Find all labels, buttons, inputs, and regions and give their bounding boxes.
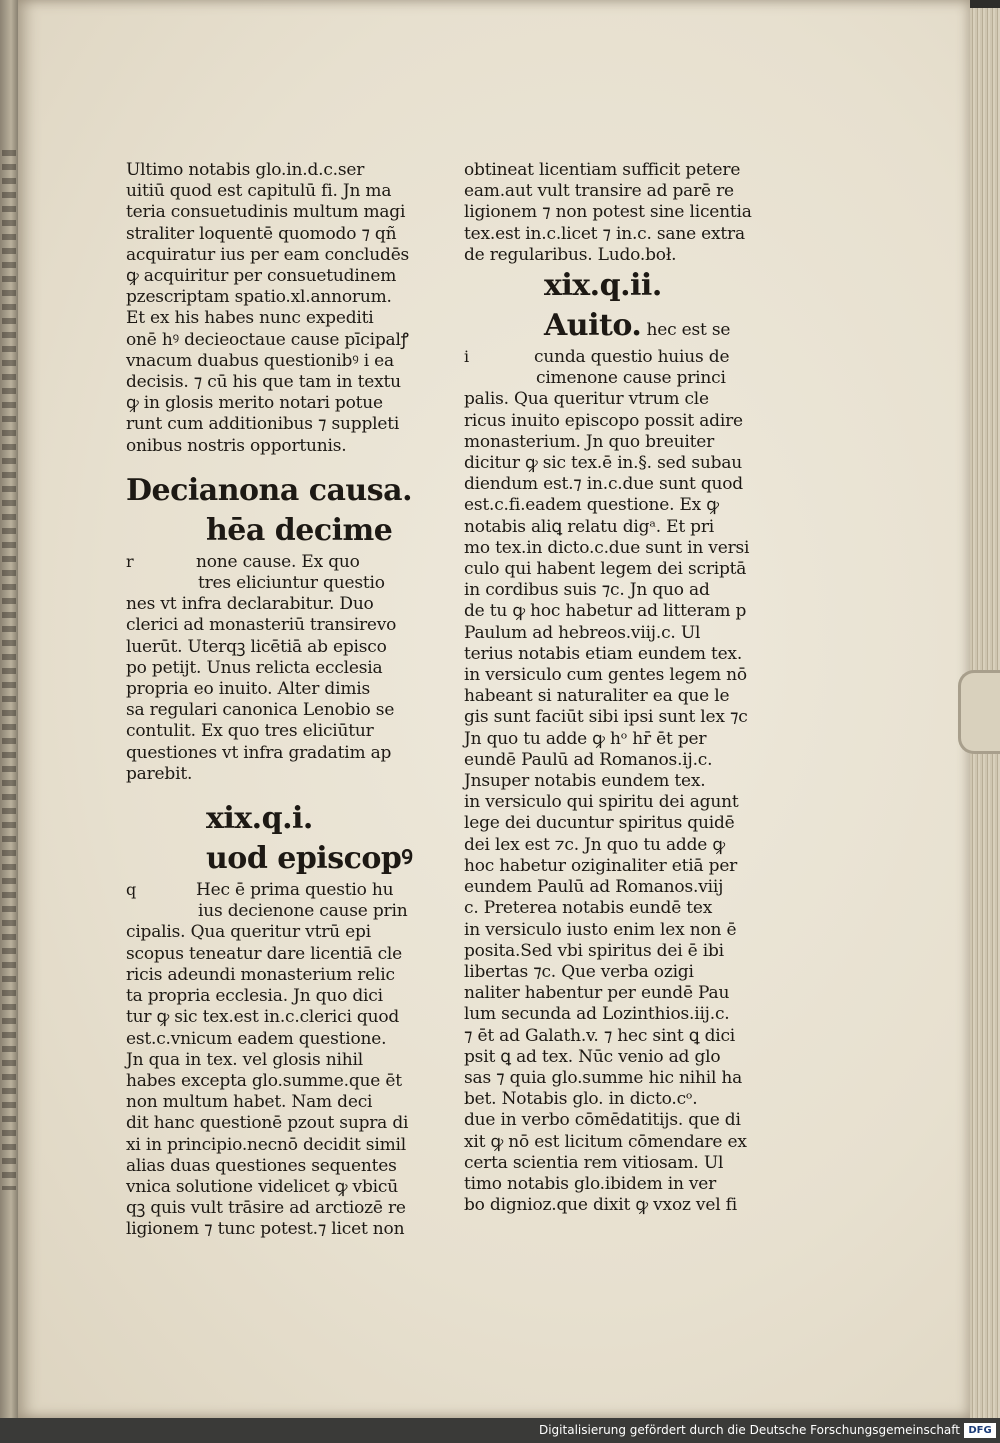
opening-lines [464, 160, 754, 266]
text-line: pzescriptam spatio.xl.annorum. [126, 287, 392, 308]
paragraph-2 [126, 308, 409, 456]
text-line: cunda questio huius de [534, 347, 730, 368]
text-line: naliter habentur per eundē Pau [464, 983, 730, 1004]
text-line: qꝫ quis vult trāsire ad arctiozē re [126, 1198, 406, 1219]
question-2-text [464, 346, 754, 1216]
text-line: clerici ad monasteriū transirevo [126, 615, 397, 636]
text-line: libertas ⁊c. Que verba ozigi [464, 961, 694, 982]
text-line: Jn quo tu adde ꝙ hᵒ hr̄ ēt per [464, 728, 707, 749]
text-line: vnica solutione videlicet ꝙ vbicū [126, 1176, 398, 1197]
text-line: none cause. Ex quo [196, 551, 360, 572]
question-1-incipit: uod episcopꝰ [206, 841, 413, 877]
text-line: de tu ꝙ hoc habetur ad litteram p [464, 601, 747, 622]
text-line: alias duas questiones sequentes [126, 1155, 397, 1176]
causa-heading-continued: hēa decime [206, 512, 393, 548]
text-line: eam.aut vult transire ad parē re [464, 181, 734, 202]
text-line: uitiū quod est capitulū fi. Jn ma [126, 181, 392, 202]
page-clip [958, 670, 1000, 754]
text-line: ta propria ecclesia. Jn quo dici [126, 986, 383, 1007]
text-line: dicitur ꝙ sic tex.ē in.§. sed subau [464, 453, 742, 474]
book-page [18, 0, 970, 1418]
dfg-logo-icon: DFG [964, 1423, 996, 1438]
right-text-column [464, 160, 754, 1216]
text-line: non multum habet. Nam deci [126, 1092, 373, 1113]
text-line: lege dei ducuntur spiritus quidē [464, 813, 735, 834]
funding-credit: Digitalisierung gefördert durch die Deutsche Forschungsgemeinschaft [538, 1423, 960, 1437]
left-text-column [126, 160, 413, 1241]
text-line: mo tex.in dicto.c.due sunt in versi [464, 537, 750, 558]
question-2-incipit: Auito. [544, 308, 642, 344]
text-line: teria consuetudinis multum magi [126, 202, 406, 223]
rubric-letter: i [464, 347, 469, 367]
text-line: ligionem ⁊ tunc potest.⁊ licet non [126, 1219, 405, 1240]
causa-heading: Decianona causa. [126, 472, 413, 508]
text-line: gis sunt faciūt sibi ipsi sunt lex ⁊c [464, 707, 748, 728]
text-line: po petijt. Unus relicta ecclesia [126, 657, 383, 678]
text-line: in versiculo iusto enim lex non ē [464, 919, 737, 940]
text-line: ꝙ acquiritur per consuetudinem [126, 266, 397, 287]
text-line: sas ⁊ quia glo.summe hic nihil ha [464, 1067, 743, 1088]
text-line: xit ꝙ nō est licitum cōmendare ex [464, 1131, 747, 1152]
text-line: ricus inuito episcopo possit adire [464, 410, 743, 431]
text-line: acquiratur ius per eam concludēs [126, 244, 410, 265]
text-line: xi in principio.necnō decidit simil [126, 1134, 406, 1155]
text-line: runt cum additionibus ⁊ suppleti [126, 414, 400, 435]
text-line: eundem Paulū ad Romanos.viij [464, 877, 724, 898]
previous-page-text-fragment [2, 150, 16, 1190]
text-line: scopus teneatur dare licentiā cle [126, 943, 403, 964]
text-line: posita.Sed vbi spiritus dei ē ibi [464, 940, 724, 961]
text-line: timo notabis glo.ibidem in ver [464, 1173, 717, 1194]
text-line: ⁊ ēt ad Galath.v. ⁊ hec sint ꝗ dici [464, 1025, 736, 1046]
rubric-letter: q [126, 880, 137, 900]
text-line: eundē Paulū ad Romanos.ij.c. [464, 749, 713, 770]
text-line: straliter loquentē quomodo ⁊ qñ [126, 223, 397, 244]
text-line: decisis. ⁊ cū his que tam in textu [126, 372, 401, 393]
text-line: in cordibus suis ⁊c. Jn quo ad [464, 580, 710, 601]
question-1-text [126, 879, 409, 1240]
text-line: dei lex est ⁊c. Jn quo tu adde ꝙ [464, 834, 725, 855]
text-line: bo dignioz.que dixit ꝙ vxoz vel fi [464, 1195, 737, 1216]
text-line: tur ꝙ sic tex.est in.c.clerici quod [126, 1007, 400, 1028]
text-line: Jnsuper notabis eundem tex. [464, 771, 706, 792]
text-line: in versiculo cum gentes legem nō [464, 665, 747, 686]
causa-text [126, 551, 396, 785]
question-1-heading: xix.q.i. [206, 801, 313, 837]
text-line: cipalis. Qua queritur vtrū epi [126, 922, 371, 943]
text-line: terius notabis etiam eundem tex. [464, 643, 743, 664]
text-line: onibus nostris opportunis. [126, 435, 347, 456]
text-line: propria eo inuito. Alter dimis [126, 679, 371, 700]
text-line: hoc habetur oziginaliter etiā per [464, 855, 738, 876]
text-line: est.c.vnicum eadem questione. [126, 1028, 387, 1049]
text-line: notabis aliꝗ relatu digᵃ. Et pri [464, 516, 715, 537]
text-line: parebit. [126, 763, 193, 784]
text-line: est.c.fi.eadem questione. Ex ꝙ [464, 495, 719, 516]
text-line: lum secunda ad Lozinthios.iij.c. [464, 1004, 730, 1025]
text-line: diendum est.⁊ in.c.due sunt quod [464, 474, 743, 495]
text-line: nes vt infra declarabitur. Duo [126, 594, 374, 615]
text-line: certa scientia rem vitiosam. Ul [464, 1152, 724, 1173]
text-line: Hec ē prima questio hu [196, 880, 394, 901]
text-line: luerūt. Uterqꝫ licētiā ab episco [126, 636, 387, 657]
text-line: dit hanc questionē pzout supra di [126, 1113, 409, 1134]
text-line: ricis adeundi monasterium relic [126, 964, 395, 985]
text-line: habeant si naturaliter ea que le [464, 686, 730, 707]
text-line: vnacum duabus questionibꝰ i ea [126, 350, 394, 371]
text-line: contulit. Ex quo tres eliciūtur [126, 721, 374, 742]
text-line: hec est se [646, 320, 731, 341]
text-line: tex.est in.c.licet ⁊ in.c. sane extra [464, 223, 745, 244]
text-line: monasterium. Jn quo breuiter [464, 431, 715, 452]
text-line: obtineat licentiam sufficit petere [464, 160, 741, 180]
rubric-letter: r [126, 551, 134, 571]
text-line: palis. Qua queritur vtrum cle [464, 389, 709, 410]
text-line: questiones vt infra gradatim ap [126, 742, 392, 763]
text-line: ius decienone cause prin [198, 901, 408, 922]
text-line: in versiculo qui spiritu dei agunt [464, 792, 739, 813]
text-line: due in verbo cōmēdatitijs. que di [464, 1110, 741, 1131]
text-line: culo qui habent legem dei scriptā [464, 559, 747, 580]
text-line: psit ꝗ ad tex. Nūc venio ad glo [464, 1046, 721, 1067]
text-line: c. Preterea notabis eundē tex [464, 898, 713, 919]
text-line: habes excepta glo.summe.que ēt [126, 1070, 402, 1091]
text-line: Jn qua in tex. vel glosis nihil [126, 1049, 363, 1070]
text-line: Ultimo notabis glo.in.d.c.ser [126, 160, 365, 180]
text-line: tres eliciuntur questio [198, 573, 385, 594]
text-line: bet. Notabis glo. in dicto.cᵒ. [464, 1089, 698, 1110]
text-line: Paulum ad hebreos.viij.c. Ul [464, 622, 701, 643]
question-2-heading: xix.q.ii. [544, 268, 662, 304]
footer-bar [0, 1418, 1000, 1443]
text-line: cimenone cause princi [536, 368, 726, 389]
paragraph-1 [126, 160, 410, 308]
text-line: onē hꝰ decieoctaue cause pīcipalꝭ [126, 329, 409, 350]
text-line: ligionem ⁊ non potest sine licentia [464, 202, 752, 223]
text-line: de regularibus. Ludo.boł. [464, 244, 677, 265]
text-line: sa regulari canonica Lenobio se [126, 700, 395, 721]
text-line: ꝙ in glosis merito notari potue [126, 393, 383, 414]
text-line: Et ex his habes nunc expediti [126, 308, 374, 329]
